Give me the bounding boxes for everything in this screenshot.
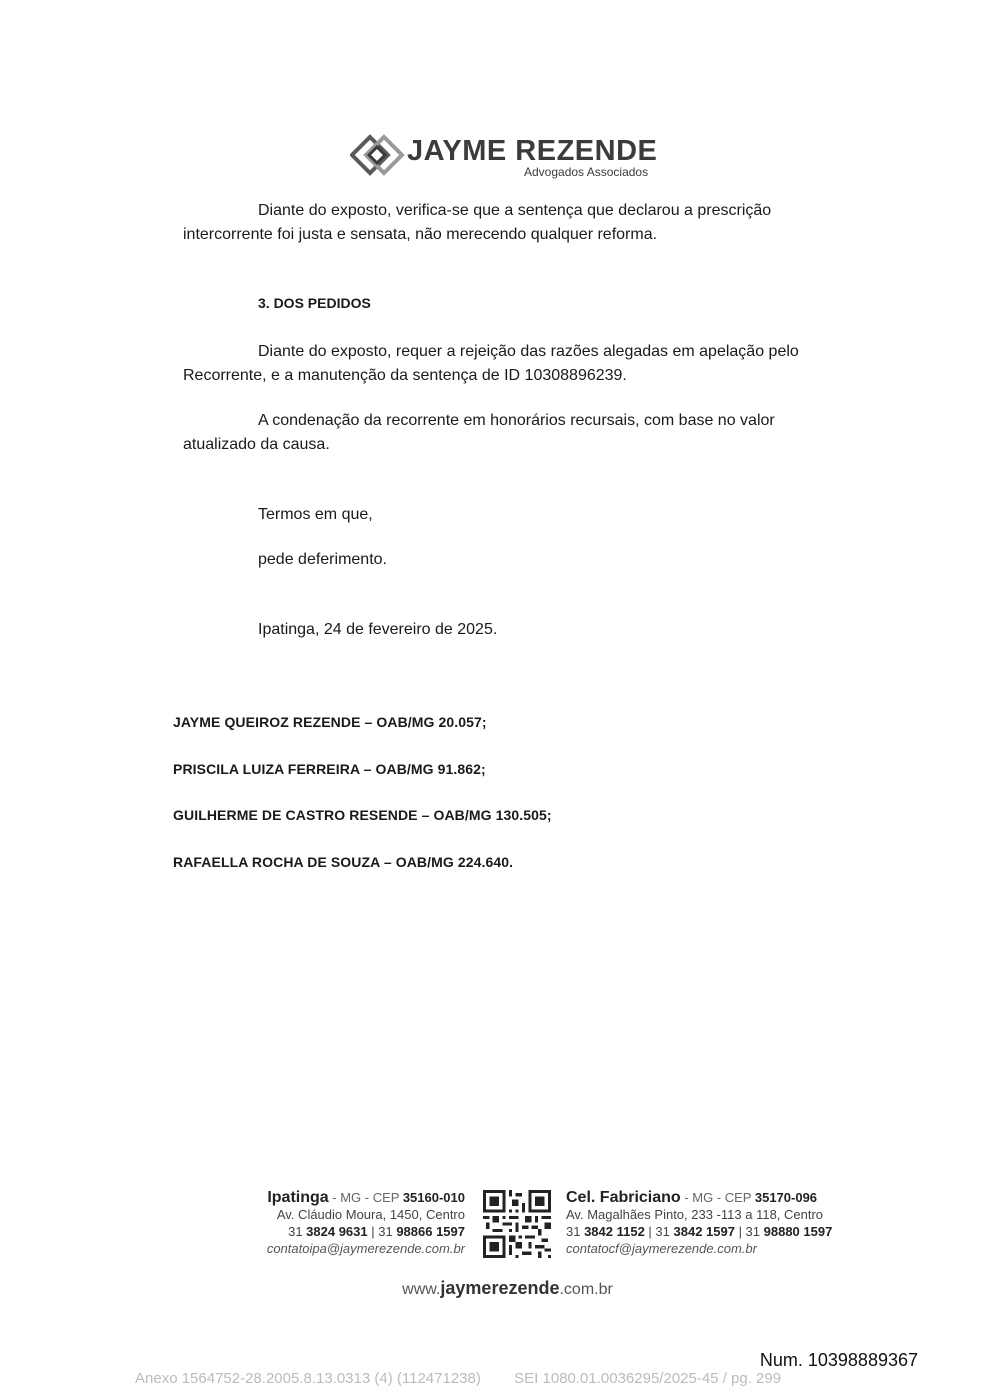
signature-line: PRISCILA LUIZA FERREIRA – OAB/MG 91.862;	[173, 761, 486, 777]
office-email[interactable]: contatoipa@jaymerezende.com.br	[266, 1241, 465, 1256]
diamond-logo-icon	[350, 133, 406, 179]
signature-line: RAFAELLA ROCHA DE SOUZA – OAB/MG 224.640.	[173, 854, 514, 870]
office-city: Cel. Fabriciano	[566, 1189, 681, 1206]
closing-line-2: pede deferimento.	[258, 551, 387, 568]
paragraph-conclusion: Diante do exposto, verifica-se que a sentença que declarou a prescrição intercorrente foi justa e sensata, não merecendo qualquer reforma.	[183, 202, 772, 243]
footer-office-fabriciano: Cel. Fabriciano - MG - CEP 35170-096 Av. Magalhães Pinto, 233 -113 a 118, Centro 31 3842 1152 | 31 3842 1597 | 31 98880 1597 contatocf@jaymerezende.com.br	[566, 1189, 833, 1256]
footer-office-ipatinga: Ipatinga - MG - CEP 35160-010 Av. Cláudio Moura, 1450, Centro 31 3824 9631 | 31 98866 1597 contatoipa@jaymerezende.com.br	[266, 1189, 465, 1256]
paragraph-fees: A condenação da recorrente em honorários recursais, com base no valor atualizado da causa.	[183, 412, 775, 453]
section-heading: 3. DOS PEDIDOS	[258, 295, 371, 311]
closing-line-1: Termos em que,	[258, 506, 373, 523]
office-address: Av. Magalhães Pinto, 233 -113 a 118, Centro	[566, 1207, 824, 1222]
qr-code-icon	[483, 1190, 551, 1258]
office-address: Av. Cláudio Moura, 1450, Centro	[276, 1207, 465, 1222]
signature-line: JAYME QUEIROZ REZENDE – OAB/MG 20.057;	[173, 714, 487, 730]
place-date: Ipatinga, 24 de fevereiro de 2025.	[258, 621, 498, 638]
firm-logo	[350, 133, 680, 183]
annex-reference: Anexo 1564752-28.2005.8.13.0313 (4) (112471238) SEI 1080.01.0036295/2025-45 / pg. 299	[135, 1370, 782, 1387]
logo-title: JAYME REZENDE	[407, 135, 658, 167]
office-phones: 31 3842 1152 | 31 3842 1597 | 31 98880 1597	[566, 1224, 833, 1239]
office-city: Ipatinga	[267, 1189, 329, 1206]
signature-line: GUILHERME DE CASTRO RESENDE – OAB/MG 130.505;	[173, 807, 552, 823]
document-number: Num. 10398889367	[759, 1350, 918, 1370]
office-phones: 31 3824 9631 | 31 98866 1597	[288, 1224, 465, 1239]
logo-subtitle: Advogados Associados	[524, 165, 649, 179]
office-email[interactable]: contatocf@jaymerezende.com.br	[566, 1241, 757, 1256]
website-link[interactable]: www.jaymerezende.com.br	[402, 1278, 613, 1298]
paragraph-request: Diante do exposto, requer a rejeição das razões alegadas em apelação pelo Recorrente, e a manutenção da sentença de ID 10308896239.	[183, 343, 799, 384]
